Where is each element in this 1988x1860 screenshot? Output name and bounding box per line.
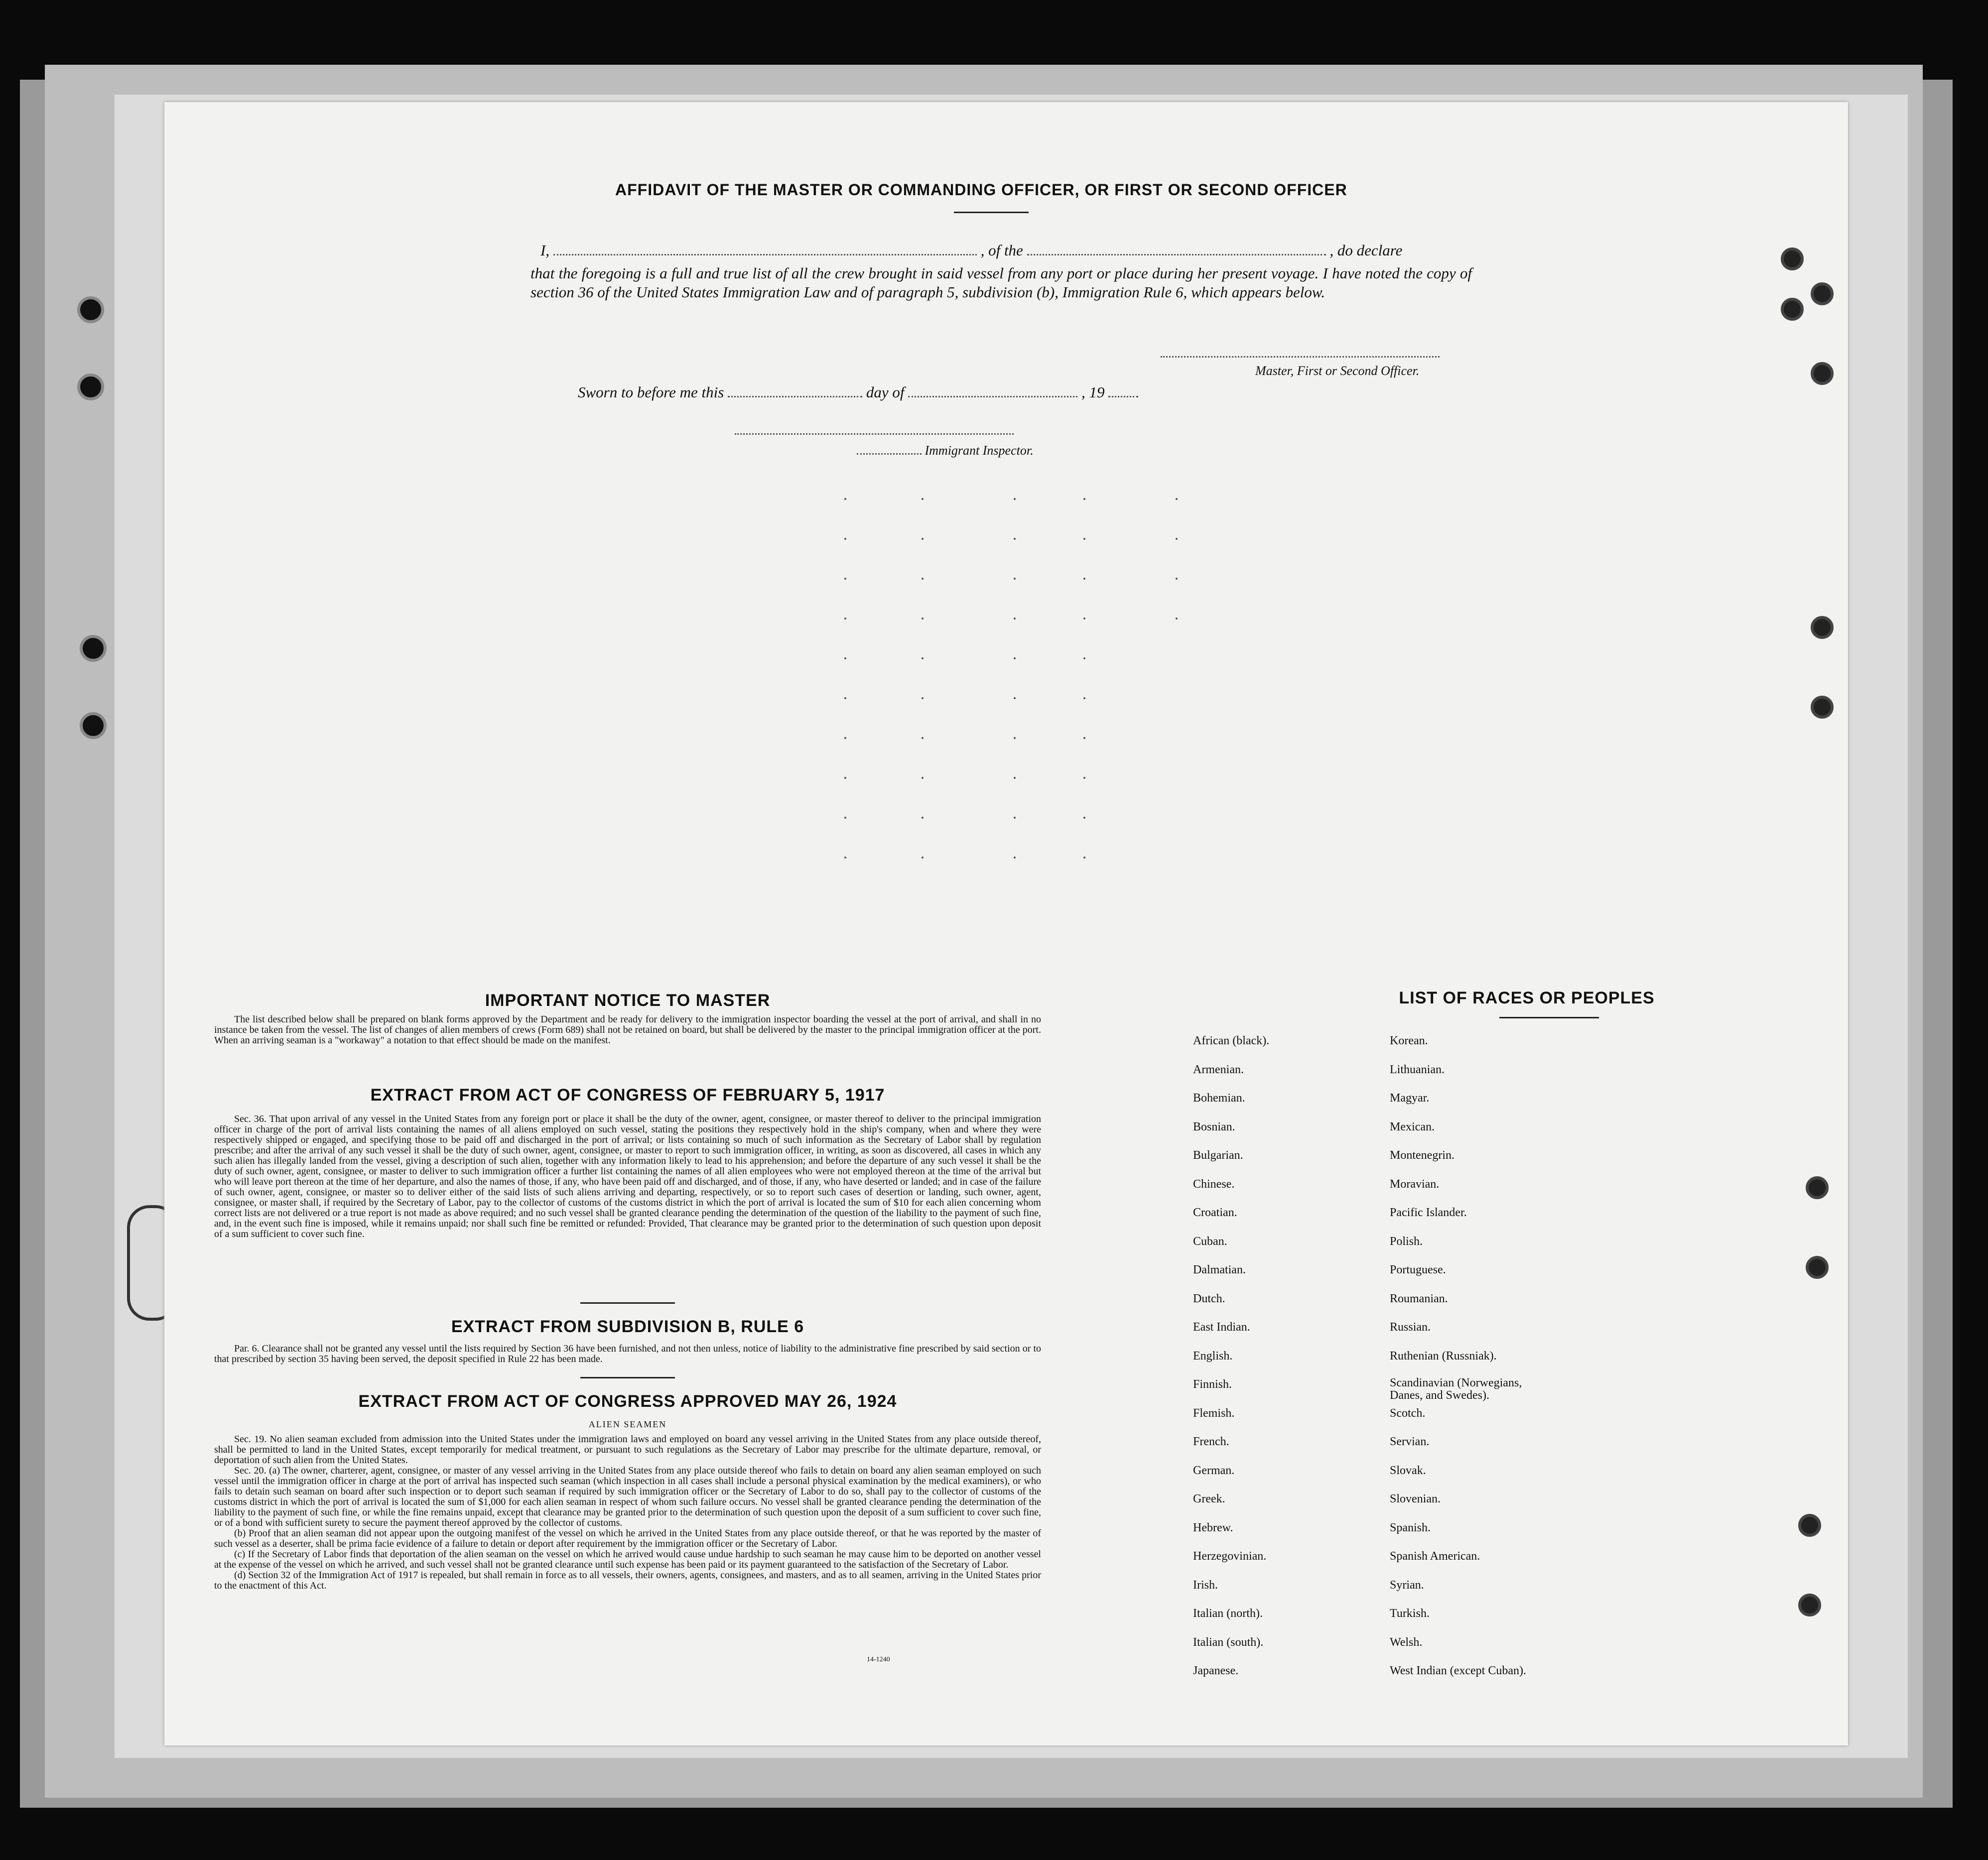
guide-dot bbox=[922, 538, 924, 540]
binder-hole bbox=[1806, 1256, 1829, 1279]
race-item: Flemish. bbox=[1193, 1406, 1235, 1420]
year-label: , 19 bbox=[1081, 383, 1105, 401]
guide-dot bbox=[844, 657, 846, 659]
race-item: Italian (south). bbox=[1193, 1635, 1264, 1649]
guide-dot bbox=[1014, 857, 1016, 859]
guide-dot bbox=[1083, 697, 1085, 699]
race-item: Cuban. bbox=[1193, 1235, 1227, 1248]
rule6-text: Par. 6. Clearance shall not be granted any vessel until the lists required by Section 36 have been furnished, and not then unless, notice of liability to the administrative fine prescribed by said section or to that prescribed by section 35 having been served, the deposit specified in Rule 22 has been made. bbox=[214, 1343, 1041, 1364]
race-item: Mexican. bbox=[1390, 1120, 1435, 1133]
binder-hole bbox=[1806, 1176, 1829, 1199]
races-heading: LIST OF RACES OR PEOPLES bbox=[1399, 989, 1655, 1007]
guide-dot bbox=[1083, 737, 1085, 739]
race-item: Roumanian. bbox=[1390, 1292, 1448, 1305]
declarant-label: I, bbox=[540, 242, 550, 259]
guide-dot bbox=[922, 657, 924, 659]
declarant-name-field[interactable] bbox=[553, 251, 977, 255]
binder-hole bbox=[1811, 282, 1834, 305]
race-item: Syrian. bbox=[1390, 1578, 1424, 1592]
race-item: English. bbox=[1193, 1349, 1233, 1363]
guide-dot bbox=[922, 737, 924, 739]
vessel-label: , of the bbox=[980, 242, 1023, 259]
binder-hole bbox=[1811, 616, 1834, 639]
notice-text: The list described below shall be prepared on blank forms approved by the Department and be ready for delivery to the immigration inspector boarding the vessel at the port of arrival, and shall in no instance be taken from the vessel. The list of changes of alien members of crews (Form 689) shall not be retained on board, but shall be delivered by the master to the principal immigration officer at the port. When an arriving seaman is a "workaway" a notation to that effect should be made on the manifest. bbox=[214, 1014, 1041, 1046]
guide-dot bbox=[844, 817, 846, 819]
binder-hole bbox=[1811, 696, 1834, 719]
inspector-name-field[interactable] bbox=[857, 450, 922, 455]
extract-1917-heading: EXTRACT FROM ACT OF CONGRESS OF FEBRUARY 5, 1917 bbox=[370, 1086, 885, 1105]
extract-1917-text: Sec. 36. That upon arrival of any vessel in the United States from any foreign port or place it shall be the duty of the owner, agent, consignee, or master thereof to deliver to the principal immigration officer in charge of the port of arrival lists containing the names of all aliens employed on such vessel, stating the positions they respectively hold in the ship's company, when and where they were respectively shipped or engaged, and specifying those to be paid off and discharged in the port of arrival; or lists containing so much of such information as the Secretary of Labor shall by regulation prescribe; and after the arrival of any such vessel it shall be the duty of such owner, agent, consignee, or master to report to such immigration officer, in writing, as soon as discovered, all cases in which any such alien has illegally landed from the vessel, giving a description of such alien, together with any information likely to lead to his apprehension; and before the departure of any such vessel it shall be the duty of such owner, agent, consignee, or master to deliver to such immigration officer a further list containing the names of all alien employees who were not employed thereon at the time of the arrival but who will leave port thereon at the time of her departure, and also the names of those, if any, who have been paid off and discharged, and of those, if any, who have deserted or landed; and in case of the failure of such owner, agent, consignee, or master so to deliver either of the said lists of such aliens arriving and departing, respectively, or so to report such cases of desertion or landing, such owner, agent, consignee, or master shall, if required by the Secretary of Labor, pay to the collector of customs of the customs district in which the port of arrival is located the sum of $10 for each alien concerning whom correct lists are not delivered or a true report is not made as above required; and no such vessel shall be granted clearance pending the determination of the question of the liability to the payment of such fine, and, in the event such fine is imposed, while it remains unpaid; nor shall such fine be remitted or refunded: Provided, That clearance may be granted prior to the determination of such question upon deposit of a sum sufficient to cover such fine. bbox=[214, 1114, 1041, 1240]
race-item: Croatian. bbox=[1193, 1206, 1237, 1219]
race-item: Pacific Islander. bbox=[1390, 1206, 1467, 1219]
guide-dot bbox=[1083, 817, 1085, 819]
sec-20a-text: Sec. 20. (a) The owner, charterer, agent, consignee, or master of any vessel arriving in the United States from any place outside thereof who fails to detain on board any alien seaman employed on such vessel until the immigration officer in charge at the port of arrival has inspected such seaman (which inspection in all cases shall include a personal physical examination by the medical examiners), or who fails to detain such seaman on board after such inspection or to deport such seaman if required by such immigration officer or the Secretary of Labor to do so, shall pay to the collector of customs of the customs district in which the port of arrival is located the sum of $1,000 for each alien seaman in respect of whom such failure occurs. No vessel shall be granted clearance pending the determination of the liability to the payment of such fine, or while the fine remains unpaid, except that clearance may be granted prior to the determination of such question upon the deposit of a sum sufficient to cover such fine, or of a bond with sufficient surety to secure the payment thereof approved by the collector of customs. bbox=[214, 1465, 1041, 1528]
affidavit-title: AFFIDAVIT OF THE MASTER OR COMMANDING OFFICER, OR FIRST OR SECOND OFFICER bbox=[615, 181, 1347, 199]
guide-dot bbox=[922, 697, 924, 699]
race-item: Bohemian. bbox=[1193, 1092, 1245, 1105]
race-item: Korean. bbox=[1390, 1034, 1428, 1047]
section-rule bbox=[580, 1377, 675, 1378]
sworn-line bbox=[578, 383, 1138, 401]
guide-dot bbox=[1083, 618, 1085, 620]
race-item: Ruthenian (Russniak). bbox=[1390, 1349, 1497, 1363]
extract-1924-heading: EXTRACT FROM ACT OF CONGRESS APPROVED MAY 26, 1924 bbox=[358, 1392, 897, 1411]
alien-seamen-subheading: ALIEN SEAMEN bbox=[588, 1419, 667, 1429]
guide-dot bbox=[1014, 578, 1016, 580]
day-of-label: day of bbox=[866, 383, 905, 401]
guide-dot bbox=[1014, 737, 1016, 739]
race-item: Bosnian. bbox=[1193, 1120, 1235, 1133]
races-rule bbox=[1499, 1017, 1599, 1018]
races-column-2 bbox=[1390, 1033, 1549, 1692]
guide-dot bbox=[1083, 857, 1085, 859]
race-item: Lithuanian. bbox=[1390, 1063, 1445, 1076]
guide-dot bbox=[1176, 618, 1178, 620]
guide-dot bbox=[922, 777, 924, 779]
manifest-page bbox=[164, 102, 1848, 1745]
race-item: Scandinavian (Norwegians, Danes, and Swedes). bbox=[1390, 1376, 1522, 1402]
guide-dot bbox=[1083, 538, 1085, 540]
race-item: Hebrew. bbox=[1193, 1521, 1233, 1534]
sworn-label: Sworn to before me this bbox=[578, 383, 724, 401]
sec-19-text: Sec. 19. No alien seaman excluded from admission into the United States under the immigration laws and employed on board any vessel arriving in the United States from any place outside thereof, shall be permitted to land in the United States, except temporarily for medical treatment, or pursuant to such regulations as the Secretary of Labor may prescribe for the ultimate departure, removal, or deportation of such alien from the United States. bbox=[214, 1434, 1041, 1466]
race-item: Finnish. bbox=[1193, 1378, 1232, 1391]
binder-hole bbox=[1781, 298, 1804, 321]
sworn-year-field[interactable] bbox=[1108, 393, 1138, 397]
race-item: Armenian. bbox=[1193, 1063, 1244, 1076]
sworn-day-field[interactable] bbox=[728, 393, 862, 397]
race-item: Irish. bbox=[1193, 1578, 1218, 1592]
guide-dot bbox=[844, 498, 846, 500]
guide-dot bbox=[922, 857, 924, 859]
guide-dot bbox=[1014, 498, 1016, 500]
race-item: Slovenian. bbox=[1390, 1492, 1441, 1505]
race-item: Japanese. bbox=[1193, 1664, 1239, 1677]
binder-hole bbox=[1781, 248, 1804, 270]
race-item: Herzegovinian. bbox=[1193, 1550, 1267, 1563]
guide-dot bbox=[844, 737, 846, 739]
guide-dot bbox=[1083, 498, 1085, 500]
race-item: Moravian. bbox=[1390, 1177, 1440, 1191]
guide-dot bbox=[1014, 777, 1016, 779]
guide-dot bbox=[844, 618, 846, 620]
guide-dot bbox=[1083, 578, 1085, 580]
race-item: Italian (north). bbox=[1193, 1607, 1263, 1620]
rule6-heading: EXTRACT FROM SUBDIVISION B, RULE 6 bbox=[451, 1317, 804, 1336]
guide-dot bbox=[844, 777, 846, 779]
affidavit-declaration-line bbox=[540, 242, 1636, 259]
sworn-month-field[interactable] bbox=[908, 393, 1077, 397]
guide-dot bbox=[1083, 657, 1085, 659]
race-item: German. bbox=[1193, 1464, 1235, 1477]
race-item: Welsh. bbox=[1390, 1635, 1423, 1649]
race-item: Portuguese. bbox=[1390, 1263, 1446, 1276]
guide-dot bbox=[844, 857, 846, 859]
vessel-name-field[interactable] bbox=[1027, 251, 1326, 255]
race-item: Scotch. bbox=[1390, 1406, 1426, 1420]
binder-hole bbox=[1798, 1594, 1821, 1616]
race-item: African (black). bbox=[1193, 1034, 1270, 1047]
race-item: Polish. bbox=[1390, 1235, 1423, 1248]
title-rule bbox=[954, 212, 1029, 213]
race-item: Turkish. bbox=[1390, 1607, 1430, 1620]
guide-dot bbox=[922, 498, 924, 500]
race-item: Russian. bbox=[1390, 1321, 1431, 1334]
sec-20c-text: (c) If the Secretary of Labor finds that deportation of the alien seaman on the vessel on which he arrived would cause undue hardship to such seaman he may cause him to be deported on another vessel at the expense of the vessel on which he arrived, and such vessel shall not be granted clearance until such expense has been paid or its payment guaranteed to the satisfaction of the Secretary of Labor. bbox=[214, 1549, 1041, 1570]
master-signature-label: Master, First or Second Officer. bbox=[1255, 364, 1420, 378]
race-item: French. bbox=[1193, 1435, 1229, 1448]
race-item: Greek. bbox=[1193, 1492, 1225, 1505]
declare-label: , do declare bbox=[1329, 242, 1403, 259]
section-rule bbox=[580, 1302, 675, 1304]
sec-20d-text: (d) Section 32 of the Immigration Act of 1917 is repealed, but shall remain in force as to all vessels, their owners, agents, consignees, and masters, and as to all seamen, arriving in the United States prior to the enactment of this Act. bbox=[214, 1570, 1041, 1591]
races-column-1 bbox=[1193, 1033, 1269, 1692]
race-item: Dalmatian. bbox=[1193, 1263, 1246, 1276]
race-item: Dutch. bbox=[1193, 1292, 1225, 1305]
guide-dot bbox=[844, 578, 846, 580]
race-item: West Indian (except Cuban). bbox=[1390, 1664, 1526, 1677]
master-signature-line[interactable] bbox=[1161, 356, 1440, 358]
extract-1924-text bbox=[214, 1434, 1041, 1591]
guide-dot bbox=[1014, 618, 1016, 620]
guide-dot bbox=[1176, 538, 1178, 540]
binder-hole bbox=[1798, 1514, 1821, 1537]
binder-hole bbox=[1811, 362, 1834, 385]
guide-dot bbox=[1176, 498, 1178, 500]
affidavit-body: that the foregoing is a full and true list of all the crew brought in said vessel from any port or place during her present voyage. I have noted the copy of section 36 of the United States Immigration Law and of paragraph 5, subdivision (b), Immigration Rule 6, which appears below. bbox=[530, 264, 1472, 301]
inspector-label: Immigrant Inspector. bbox=[925, 443, 1034, 458]
inspector-signature-line[interactable] bbox=[735, 433, 1014, 435]
guide-dot bbox=[1014, 538, 1016, 540]
guide-dot bbox=[922, 578, 924, 580]
guide-dot bbox=[1014, 697, 1016, 699]
guide-dot bbox=[922, 817, 924, 819]
guide-dot bbox=[844, 538, 846, 540]
race-item: Chinese. bbox=[1193, 1177, 1235, 1191]
binder-hole bbox=[80, 635, 107, 662]
race-item: Bulgarian. bbox=[1193, 1149, 1243, 1162]
race-item: East Indian. bbox=[1193, 1321, 1250, 1334]
binder-hole bbox=[77, 296, 104, 323]
guide-dot bbox=[1014, 817, 1016, 819]
guide-dot bbox=[922, 618, 924, 620]
race-item: Slovak. bbox=[1390, 1464, 1426, 1477]
race-item: Spanish. bbox=[1390, 1521, 1431, 1534]
race-item: Montenegrin. bbox=[1390, 1149, 1455, 1162]
guide-dot bbox=[1083, 777, 1085, 779]
form-number: 14-1240 bbox=[867, 1656, 890, 1663]
inspector-line bbox=[857, 443, 1034, 458]
binder-hole bbox=[77, 373, 104, 400]
race-item: Magyar. bbox=[1390, 1092, 1430, 1105]
race-item: Spanish American. bbox=[1390, 1550, 1480, 1563]
guide-dot bbox=[844, 697, 846, 699]
binder-hole bbox=[80, 712, 107, 739]
guide-dot bbox=[1014, 657, 1016, 659]
race-item: Servian. bbox=[1390, 1435, 1430, 1448]
guide-dot bbox=[1176, 578, 1178, 580]
notice-heading: IMPORTANT NOTICE TO MASTER bbox=[485, 991, 771, 1010]
sec-20b-text: (b) Proof that an alien seaman did not appear upon the outgoing manifest of the vessel on which he arrived in the United States from any place outside thereof, or that he was reported by the master of such vessel as a deserter, shall be prima facie evidence of a failure to detain or deport after requirement by the immigration officer or the Secretary of Labor. bbox=[214, 1528, 1041, 1549]
